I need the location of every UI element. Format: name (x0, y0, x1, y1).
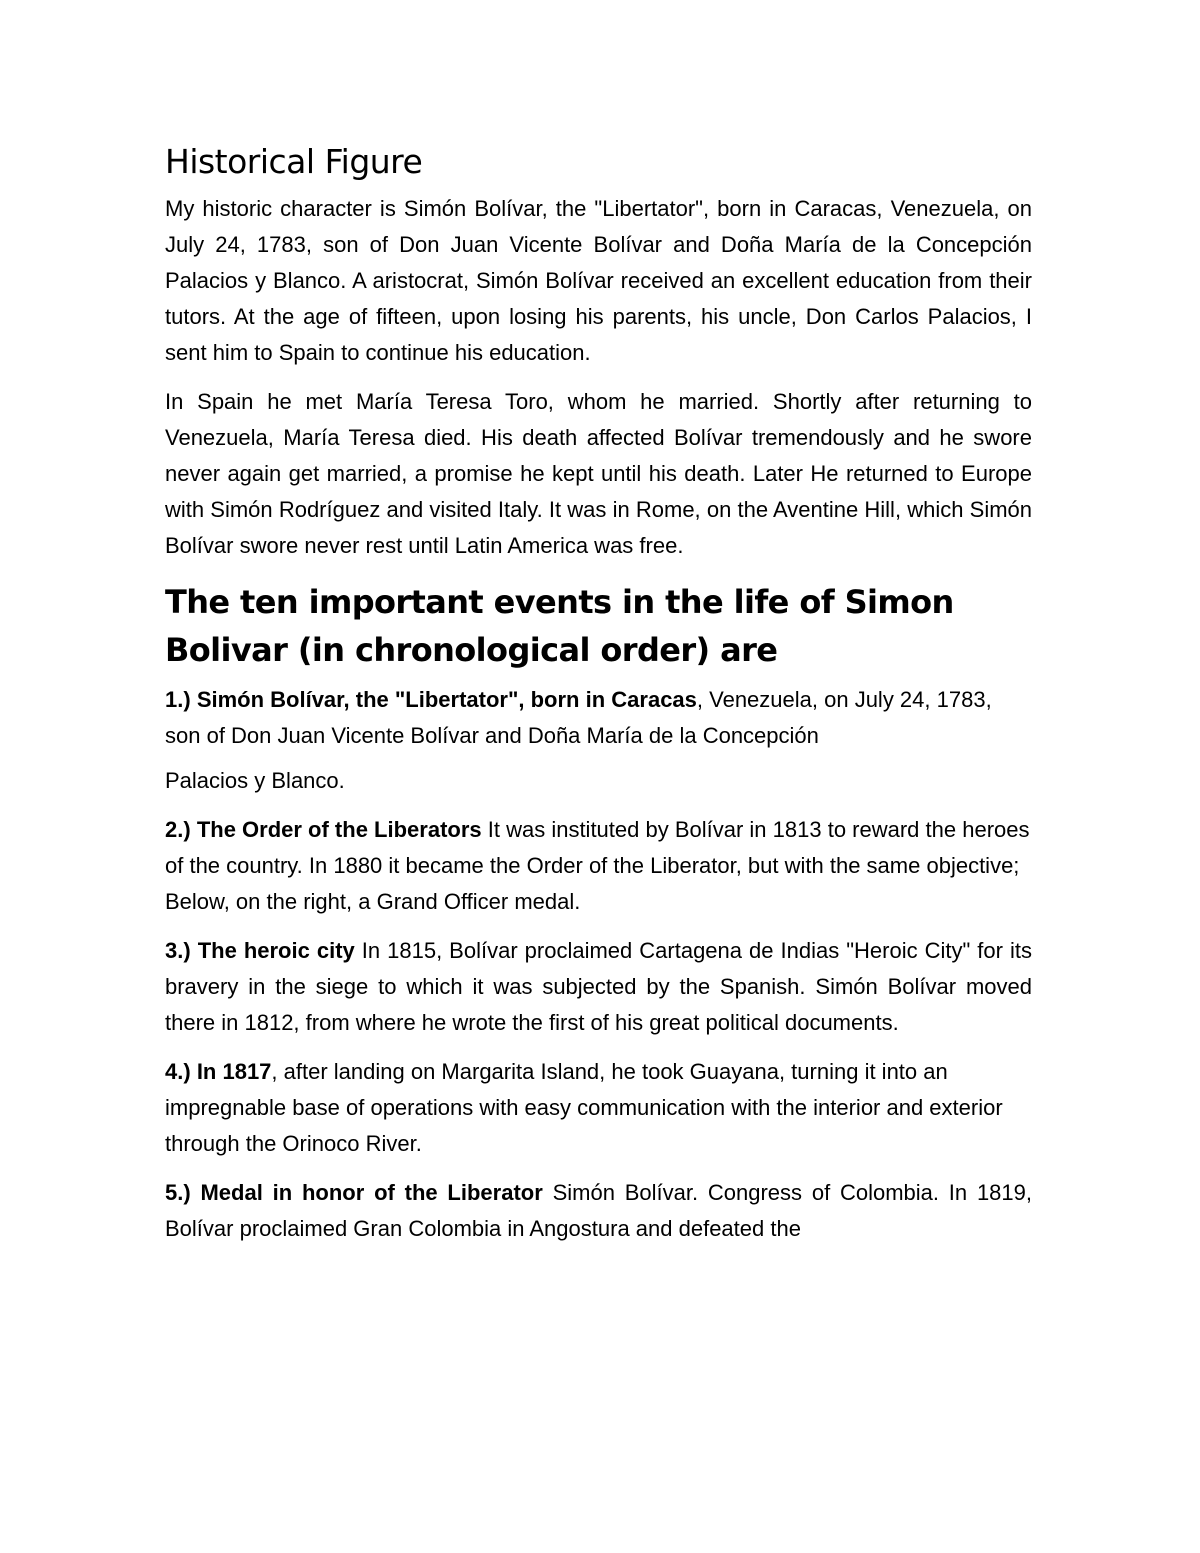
event-number: 1.) (165, 687, 191, 712)
page-title: Historical Figure (165, 142, 423, 181)
event-item-5 (165, 1175, 1032, 1247)
event-lead: Medal in honor of the Liberator (200, 1180, 543, 1205)
event-item-1 (165, 682, 1032, 799)
intro-paragraph-1: My historic character is Simón Bolívar, the "Libertator", born in Caracas, Venezuela, on July 24, 1783, son of Don Juan Vicente Bolívar and Doña María de la Concepción Palacios y Blanco. A aristocrat, Simón Bolívar received an excellent education from their tutors. At the age of fifteen, upon losing his parents, his uncle, Don Carlos Palacios, I sent him to Spain to continue his education. (165, 196, 1032, 365)
event-lead: Simón Bolívar, the "Libertator", born in Caracas (196, 687, 697, 712)
event-number: 4.) (165, 1059, 191, 1084)
event-text: It was instituted by Bolívar in 1813 to reward the heroes of the country. In 1880 it became the Order of the Liberator, but with the same objective; Below, on the right, a Grand Officer medal. (165, 817, 1030, 914)
intro-paragraph-2: In Spain he met María Teresa Toro, whom he married. Shortly after returning to Venezuela, María Teresa died. His death affected Bolívar tremendously and he swore never again get married, a promise he kept until his death. Later He returned to Europe with Simón Rodríguez and visited Italy. It was in Rome, on the Aventine Hill, which Simón Bolívar swore never rest until Latin America was free. (165, 389, 1032, 558)
events-heading: The ten important events in the life of Simon Bolivar (in chronological order) are (165, 583, 954, 669)
event-text: Simón Bolívar. Congress of Colombia. In 1819, Bolívar proclaimed Gran Colombia in Angostura and defeated the (165, 1180, 1032, 1241)
event-number: 5.) (165, 1180, 191, 1205)
event-lead: In 1817 (196, 1059, 272, 1084)
event-number: 3.) (165, 938, 191, 963)
event-lead: The Order of the Liberators (196, 817, 482, 842)
event-text: , after landing on Margarita Island, he took Guayana, turning it into an impregnable base of operations with easy communication with the interior and exterior through the Orinoco River. (165, 1059, 1003, 1156)
document-page (165, 138, 1032, 1260)
event-text: , Venezuela, on July 24, 1783, son of Don Juan Vicente Bolívar and Doña María de la Concepción (165, 687, 992, 748)
event-lead: The heroic city (197, 938, 355, 963)
event-item-3 (165, 933, 1032, 1041)
event-item-4 (165, 1054, 1032, 1162)
event-number: 2.) (165, 817, 191, 842)
event-text: In 1815, Bolívar proclaimed Cartagena de Indias "Heroic City" for its bravery in the siege to which it was subjected by the Spanish. Simón Bolívar moved there in 1812, from where he wrote the first of his great political documents. (165, 938, 1032, 1035)
event-text-continued: Palacios y Blanco. (165, 768, 345, 793)
event-item-2 (165, 812, 1032, 920)
